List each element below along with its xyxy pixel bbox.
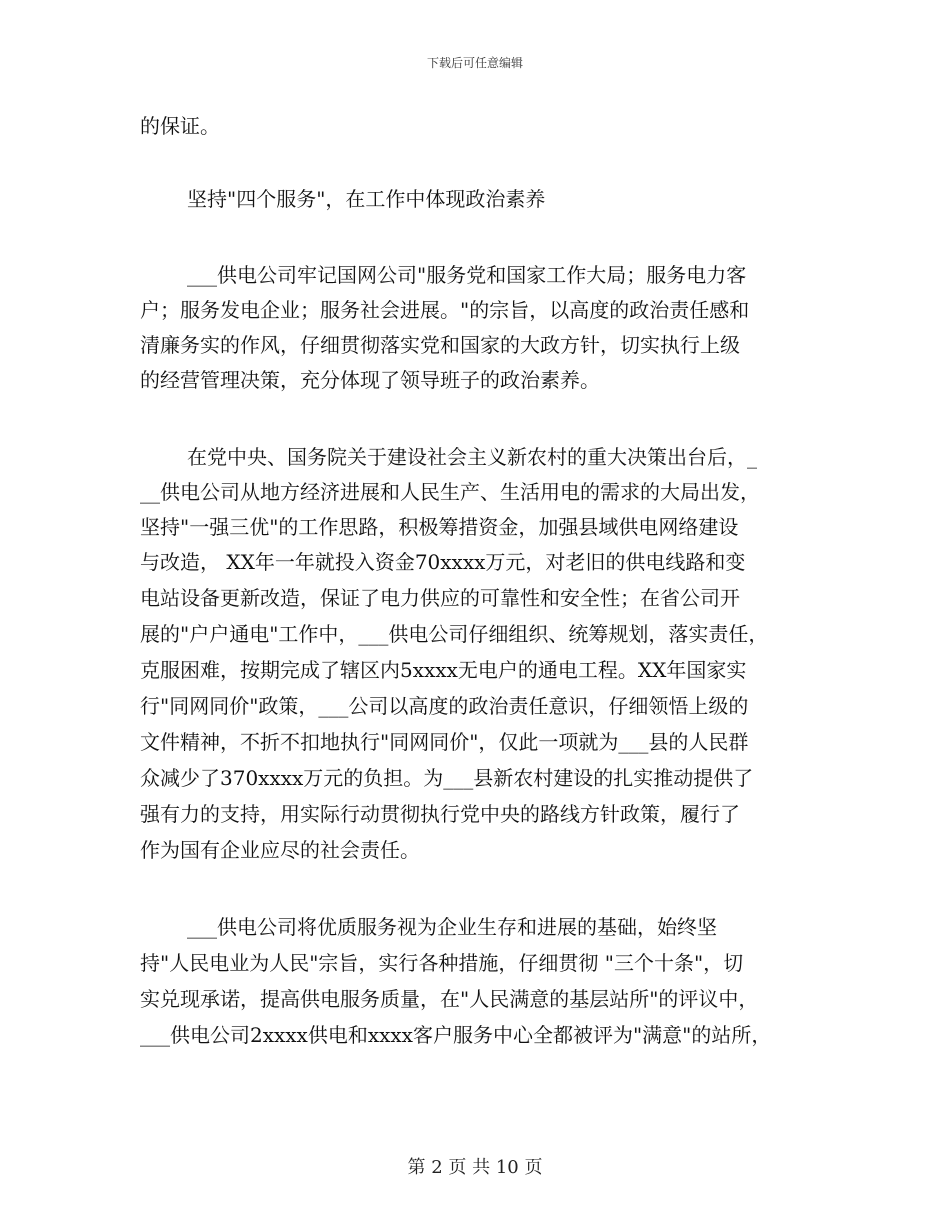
- body-line: 户；服务发电企业；服务社会进展。"的宗旨，以高度的政治责任感和: [140, 298, 750, 322]
- body-line: 在党中央、国务院关于建设社会主义新农村的重大决策出台后，_: [187, 445, 757, 469]
- body-line: 强有力的支持，用实际行动贯彻执行党中央的路线方针政策，履行了: [140, 802, 740, 826]
- body-line: 作为国有企业应尽的社会责任。: [140, 838, 420, 862]
- page-number-footer: 第 2 页 共 10 页: [407, 1157, 543, 1178]
- body-line: 众减少了370xxxx万元的负担。为___县新农村建设的扎实推动提供了: [140, 766, 754, 790]
- body-line: 实兑现承诺，提高供电服务质量，在"人民满意的基层站所"的评议中，: [140, 987, 759, 1011]
- body-line: 展的"户户通电"工作中，___供电公司仔细组织、统筹规划，落实责任，: [140, 622, 769, 646]
- body-line: 的保证。: [140, 114, 220, 138]
- body-line: 的经营管理决策，充分体现了领导班子的政治素养。: [140, 368, 600, 392]
- page-header: 下载后可任意编辑: [426, 56, 523, 70]
- body-line: 清廉务实的作风，仔细贯彻落实党和国家的大政方针，切实执行上级: [140, 333, 740, 357]
- body-line: 持"人民电业为人民"宗旨，实行各种措施，仔细贯彻 "三个十条"，切: [140, 951, 744, 975]
- body-line: 行"同网同价"政策，___公司以高度的政治责任意识，仔细领悟上级的: [140, 694, 749, 718]
- body-line: 克服困难，按期完成了辖区内5xxxx无电户的通电工程。XX年国家实: [140, 658, 747, 682]
- section-heading: 坚持"四个服务"，在工作中体现政治素养: [187, 187, 546, 211]
- body-line: 文件精神，不折不扣地执行"同网同价"，仅此一项就为___县的人民群: [140, 730, 749, 754]
- body-line: 电站设备更新改造，保证了电力供应的可靠性和安全性；在省公司开: [140, 586, 740, 610]
- body-line: ___供电公司将优质服务视为企业生存和进展的基础，始终坚: [187, 915, 717, 939]
- body-line: 坚持"一强三优"的工作思路，积极筹措资金，加强县域供电网络建设: [140, 515, 739, 539]
- body-line: ___供电公司牢记国网公司"服务党和国家工作大局；服务电力客: [187, 263, 747, 287]
- body-line: 与改造， XX年一年就投入资金70xxxx万元，对老旧的供电线路和变: [140, 550, 746, 574]
- body-line: ___供电公司2xxxx供电和xxxx客户服务中心全都被评为"满意"的站所，: [140, 1023, 772, 1047]
- body-line: __供电公司从地方经济进展和人民生产、生活用电的需求的大局出发，: [140, 480, 760, 504]
